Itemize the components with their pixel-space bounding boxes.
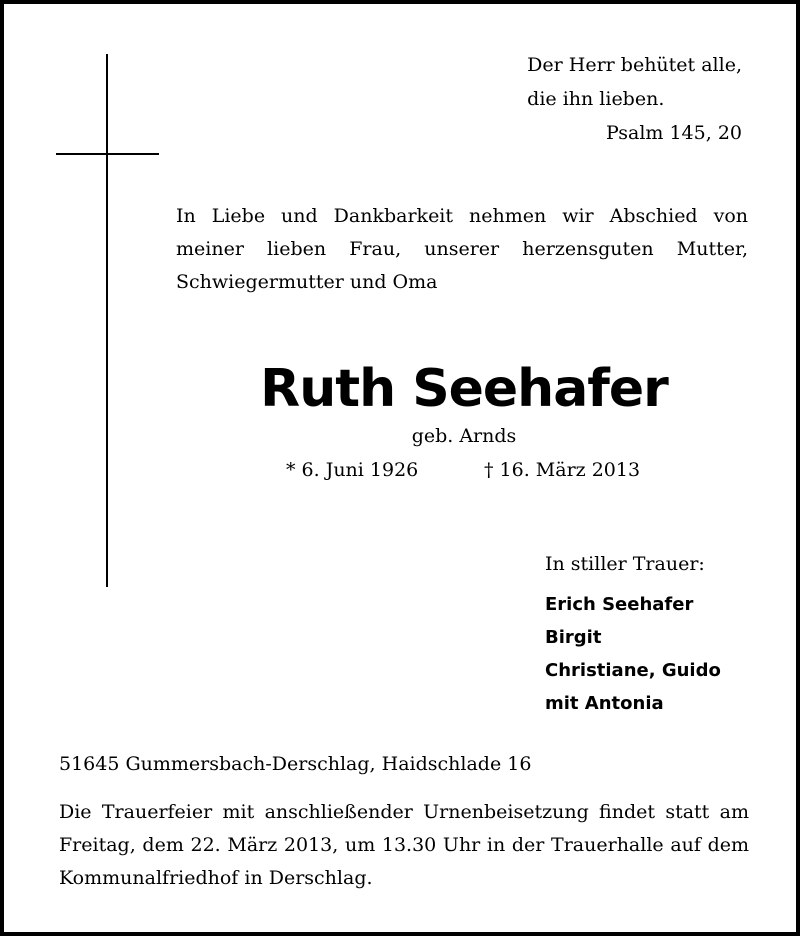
family-address: 51645 Gummersbach-Derschlag, Haidschlade 16 — [59, 753, 532, 775]
cross-horizontal-bar — [56, 153, 159, 155]
maiden-name: geb. Arnds — [411, 425, 517, 447]
bible-verse — [527, 48, 742, 150]
ceremony-details: Die Trauerfeier mit anschließender Urnenbeisetzung findet statt am Freitag, dem 22. März 2013, um 13.30 Uhr in der Trauerhalle auf dem Kommunalfriedhof in Derschlag. — [59, 801, 749, 889]
cross-vertical-bar — [106, 54, 108, 587]
mourner-name: Christiane, Guido — [545, 660, 721, 681]
verse-line-2: die ihn lieben. — [527, 88, 665, 110]
birth-date: * 6. Juni 1926 — [286, 459, 419, 481]
verse-line-1: Der Herr behütet alle, — [527, 54, 742, 76]
mourner-name: Birgit — [545, 627, 602, 648]
mourners-list — [545, 588, 721, 720]
mourner-name: Erich Seehafer — [545, 594, 694, 615]
deceased-name: Ruth Seehafer — [260, 359, 668, 419]
mourner-name: mit Antonia — [545, 693, 664, 714]
verse-reference: Psalm 145, 20 — [605, 122, 742, 144]
death-date: † 16. März 2013 — [484, 459, 641, 481]
mourning-heading: In stiller Trauer: — [545, 553, 705, 575]
intro-text: In Liebe und Dankbarkeit nehmen wir Abschied von meiner lieben Frau, unserer herzensguten Mutter, Schwiegermutter und Oma — [176, 205, 748, 293]
